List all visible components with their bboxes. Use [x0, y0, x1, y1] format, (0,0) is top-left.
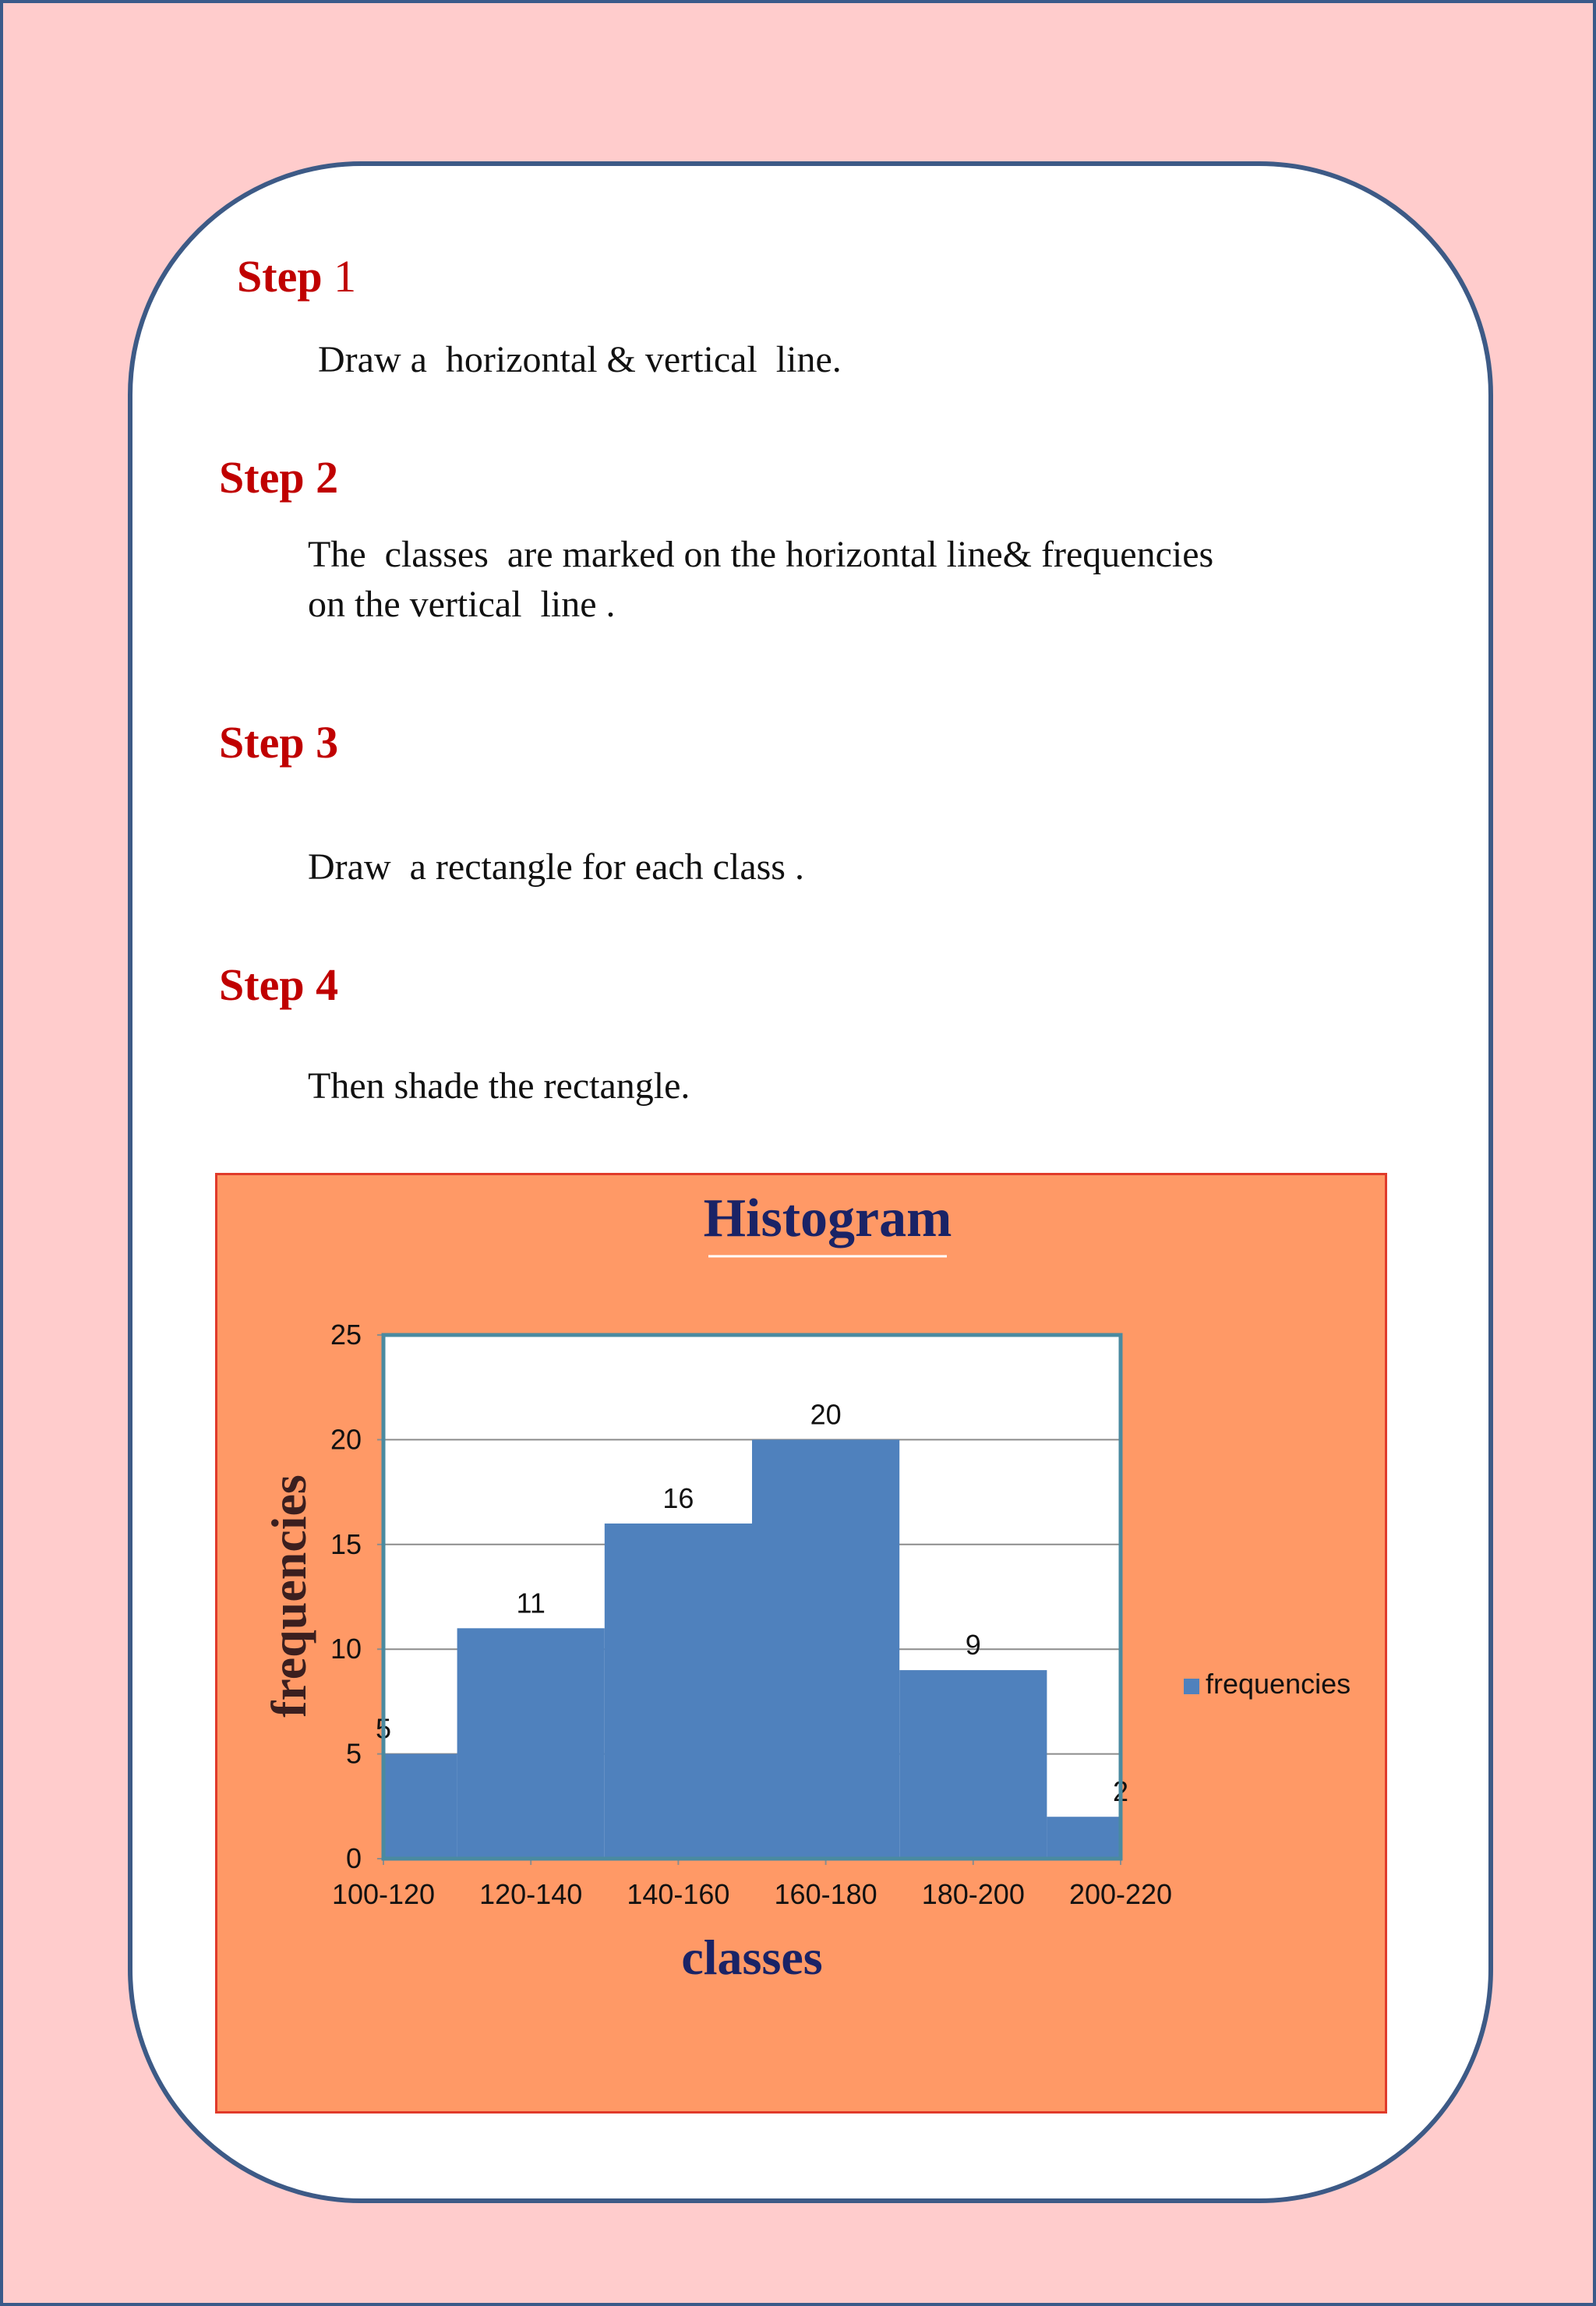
data-label: 11: [516, 1587, 546, 1619]
x-tick-label: 160-180: [774, 1878, 877, 1910]
data-label: 9: [965, 1629, 981, 1662]
step-2-heading: Step 2: [219, 452, 339, 503]
histogram-bar: [605, 1524, 752, 1859]
x-axis-ticks: [332, 1859, 1172, 1910]
y-tick-label: 20: [330, 1423, 362, 1456]
x-tick-label: 100-120: [331, 1878, 436, 1910]
step-2-text: The classes are marked on the horizontal line& frequencies on the vertical line .: [308, 534, 1214, 625]
step-1-heading: [237, 251, 357, 302]
chart-title: Histogram: [703, 1188, 952, 1248]
y-tick-label: 0: [345, 1842, 362, 1874]
x-tick-label: 120-140: [479, 1878, 583, 1910]
y-axis-ticks: [330, 1319, 383, 1874]
legend-label: frequencies: [1206, 1668, 1351, 1700]
y-tick-label: 5: [345, 1737, 362, 1770]
data-label: 20: [810, 1398, 842, 1431]
step-1-number: 1: [334, 251, 357, 302]
step-1-text: Draw a horizontal & vertical line.: [318, 339, 842, 380]
histogram-bar: [899, 1670, 1047, 1859]
histogram-bar: [752, 1439, 899, 1859]
histogram-chart: [217, 1175, 1385, 2111]
legend-swatch: [1184, 1679, 1199, 1694]
y-tick-label: 25: [330, 1319, 362, 1351]
histogram-bar: [457, 1628, 605, 1859]
x-tick-label: 140-160: [627, 1878, 730, 1910]
data-label: 16: [662, 1481, 694, 1514]
step-3-heading: Step 3: [219, 717, 339, 768]
step-4-heading: Step 4: [219, 959, 339, 1010]
step-4-text: Then shade the rectangle.: [308, 1065, 690, 1107]
step-1-label: Step: [237, 251, 323, 302]
histogram-chart-panel: [215, 1173, 1387, 2114]
data-label: 2: [1112, 1775, 1129, 1808]
x-tick-label: 200-220: [1068, 1878, 1173, 1910]
data-label: 5: [375, 1712, 392, 1745]
histogram-bar: [1047, 1817, 1121, 1859]
y-tick-label: 10: [330, 1633, 362, 1665]
x-tick-label: 180-200: [921, 1878, 1025, 1910]
step-3-text: Draw a rectangle for each class .: [308, 846, 804, 888]
x-axis-title: classes: [681, 1930, 823, 1985]
y-tick-label: 15: [330, 1527, 362, 1560]
y-axis-title: frequencies: [261, 1474, 316, 1718]
histogram-bar: [383, 1754, 457, 1859]
